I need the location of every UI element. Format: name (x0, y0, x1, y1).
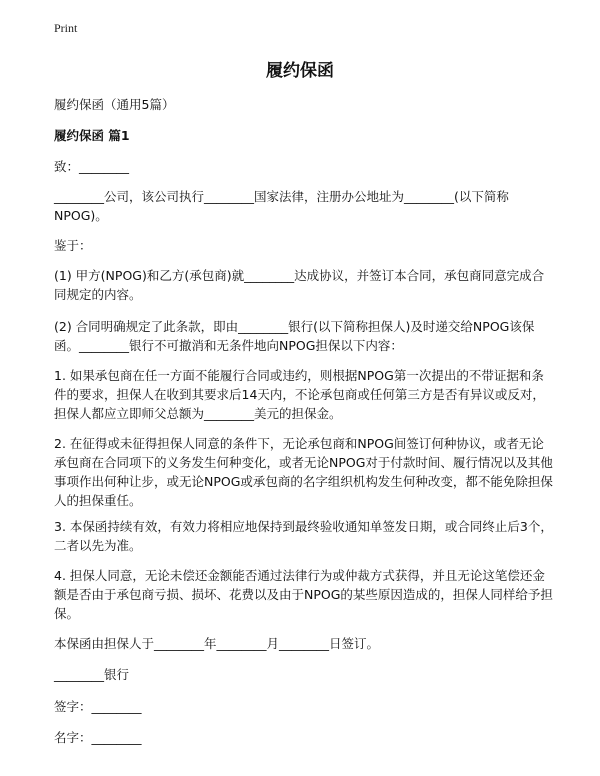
name-line: 名字：________ (54, 730, 142, 745)
signature-line: 签字：________ (54, 699, 142, 714)
section-heading: 履约保函 篇1 (54, 128, 130, 143)
recital-1: (1) 甲方(NPOG)和乙方(承包商)就________达成协议，并签订本合同，承包商同意完成合同规定的内容。 (54, 268, 545, 302)
bank-line: ________银行 (54, 667, 130, 682)
document-title: 履约保函 (266, 61, 334, 81)
print-link[interactable]: Print (54, 21, 78, 35)
whereas-line: 鉴于： (54, 238, 92, 253)
clause-2: 2. 在征得或未征得担保人同意的条件下，无论承包商和NPOG间签订何种协议，或者无论承包商在合同项下的义务发生何种变化，或者无论NPOG对于付款时间、履行情况以及其他事项作出何种让步，或无论NPOG或承包商的名字组织机构发生何种改变，都不能免除担保人的担保重任。 (54, 436, 553, 508)
clause-1: 1. 如果承包商在任一方面不能履行合同或违约，则根据NPOG第一次提出的不带证据和条件的要求，担保人在收到其要求后14天内，不论承包商或任何第三方是否有异议或反对，担保人都应立即师父总额为________美元的担保金。 (54, 368, 545, 421)
signing-date-line: 本保函由担保人于________年________月________日签订。 (54, 636, 380, 651)
company-paragraph: ________公司，该公司执行________国家法律，注册办公地址为________(以下简称NPOG)。 (54, 189, 509, 223)
clause-4: 4. 担保人同意，无论未偿还金额能否通过法律行为或仲裁方式获得，并且无论这笔偿还金额是否由于承包商亏损、损坏、花费以及由于NPOG的某些原因造成的，担保人同样给予担保。 (54, 568, 553, 621)
addressee-line: 致：________ (54, 159, 130, 174)
clause-3: 3. 本保函持续有效，有效力将相应地保持到最终验收通知单签发日期，或合同终止后3个，二者以先为准。 (54, 519, 553, 553)
recital-2: (2) 合同明确规定了此条款，即由________银行(以下简称担保人)及时递交给NPOG该保函。________银行不可撤消和无条件地向NPOG担保以下内容： (54, 319, 535, 353)
document-subtitle: 履约保函（通用5篇） (54, 97, 175, 112)
